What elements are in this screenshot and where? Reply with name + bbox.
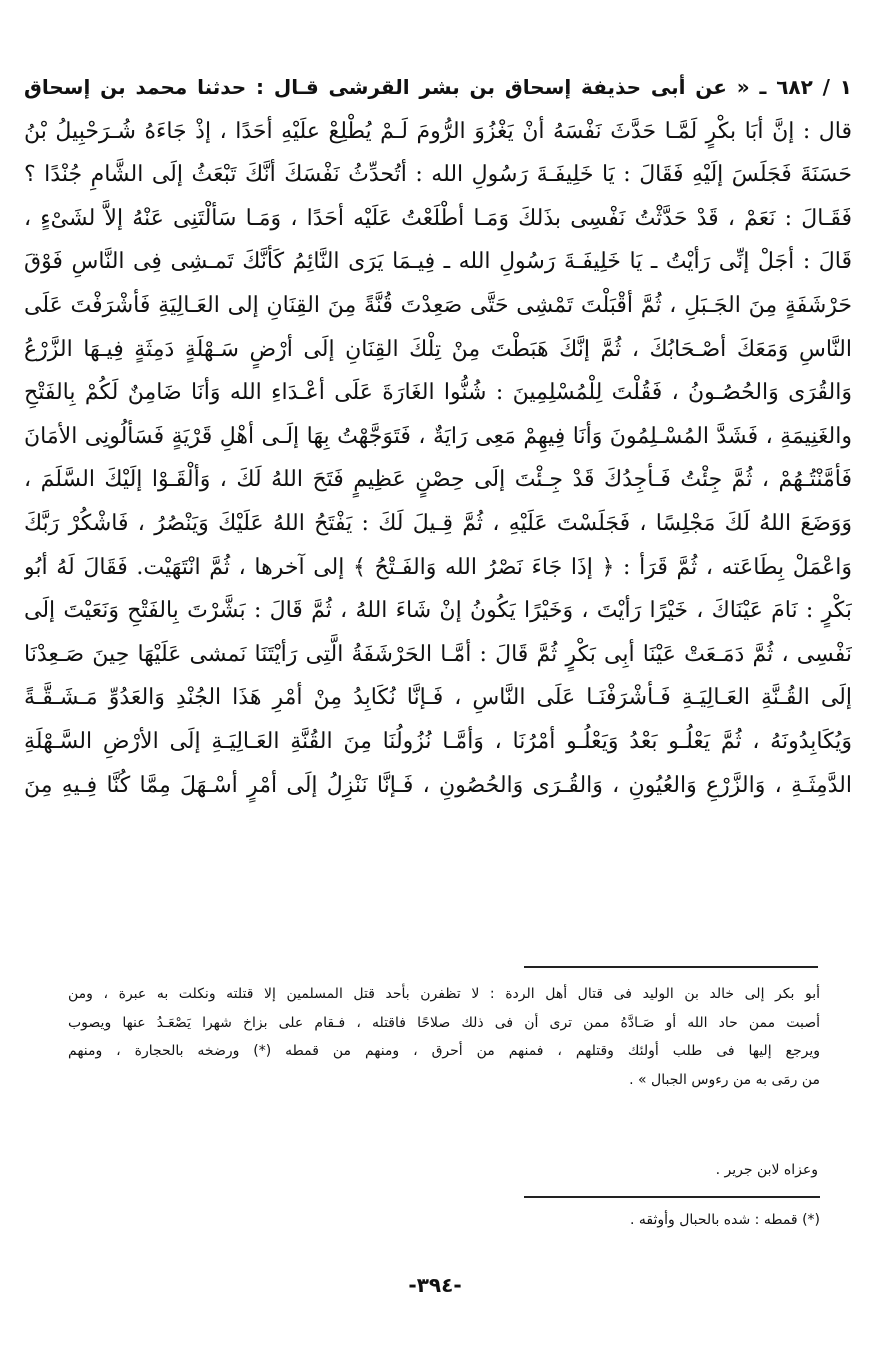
glossary-note: (*) قمطه : شده بالحبال وأوثقه . — [629, 1212, 820, 1228]
text-line-11: وَوَضَعَ اللهُ لَكَ مَجْلِسًا ، فَجَلَسْتَ عَلَيْهِ ، ثُمَّ قِـيلَ لَكَ : يَفْتَحُ اللهُ عَلَيْكَ وَيَنْصُرُ ، فَاشْكُرْ رَبَّكَ — [24, 510, 852, 536]
text-line-10: فَأمَّنْتُـهُمْ ، ثُمَّ جِئْتُ فَـأجِدُكَ قَدْ جِـئْتَ إلَى حِصْنٍ عَظِيمٍ فَتَحَ اللهُ لَكَ ، وَألْقَـوْا إلَيْكَ السَّلَمَ ، — [24, 467, 852, 493]
text-line-6: حَرْشَفَةٍ مِنَ الجَـبَلِ ، ثُمَّ أقْبَلْتَ تَمْشِى حَتَّى صَعِدْتَ قُنَّةً مِنَ القِنَانِ إلى العَـالِيَةِ فَأشْرَفْتَ عَلَى — [24, 292, 852, 318]
text-line-13: بَكْرٍ : نَامَ عَيْنَاكَ ، خَيْرًا رَأيْتَ ، وَخَيْرًا يَكُونُ إنْ شَاءَ اللهُ ، ثُمَّ قَالَ : بَشَّرْتَ بِالفَتْحِ وَنَعَيْتَ إلَى — [24, 598, 852, 624]
text-line-9: والغَنِيمَةِ ، فَشَدَّ المُسْـلِمُونَ وَأنَا فِيهِمْ مَعِى رَايَةٌ ، فَتَوَجَّهْتُ بِهَا إلَـى أهْلِ قَرْيَةٍ فَسَألُونِى الأمَانَ — [24, 423, 852, 449]
text-line-1: ١ / ٦٨٢ ـ « عن أبى حذيفة إسحاق بن بشر القرشى قـال : حدثنا محمد بن إسحاق — [24, 75, 852, 99]
note-divider — [524, 1196, 820, 1198]
text-line-8: وَالقُرَى وَالحُصُـونُ ، فَقُلْتَ لِلْمُسْلِمِينَ : شُنُّوا الغَارَةَ عَلَى أعْـدَاءِ الله وَأنَا ضَامِنٌ لَكُمْ بِالفَتْحِ — [24, 380, 852, 406]
footnote-attribution: وعزاه لابن جرير . — [715, 1162, 818, 1178]
footnote-line-4: من رمَى به من رءوس الجبال » . — [629, 1071, 820, 1088]
footnote-line-3: ويرجع إليها فى طلب أولئك وقتلهم ، فمنهم من أحرق ، ومنهم من قمطه (*) ورضخه بالحجارة ، ومنهم — [68, 1043, 820, 1060]
text-line-7: النَّاسِ وَمَعَكَ أصْـحَابُكَ ، ثُمَّ إنَّكَ هَبَطْتَ مِنْ تِلْكَ القِنَانِ إلَى أرْضٍ سَـهْلَةٍ دَمِثَةٍ فِيـهَا الزَّرْعُ — [24, 336, 852, 362]
footnote-divider — [524, 966, 818, 968]
page-number: -٣٩٤- — [408, 1273, 462, 1297]
footnote-line-1: أبو بكر إلى خالد بن الوليد فى قتال أهل الردة : لا تظفرن بأحد قتل المسلمين إلا قتلته ونكلت به عبرة ، ومن — [68, 986, 820, 1002]
footnote-line-2: أصبت ممن حاد الله أو صَـادَّهُ ممن ترى أن فى ذلك صلاحًا فاقتله ، فـقام على بزاخ شهرا يَصْعَـدُ عنها ويصوب — [68, 1014, 820, 1031]
main-text-block — [24, 66, 852, 807]
text-line-15: إلَى القُـنَّةِ العَـالِيَـةِ فَـأشْرَفْنَـا عَلَى النَّاسِ ، فَـإنَّا نُكَابِدُ مِنْ أمْرِ هَذَا الجُنْدِ وَالعَدُوِّ مَـشَـقَّـةً — [24, 685, 852, 711]
text-line-3: حَسَنَةَ فَجَلَسَ إلَيْهِ فَقَالَ : يَا خَلِيفَـةَ رَسُولِ الله : أتُحدِّثُ نَفْسَكَ أنَّكَ تَبْعَثُ إلَى الشَّامِ جُنْدًا ؟ — [24, 162, 852, 188]
footnote-block — [68, 980, 820, 1094]
text-line-12: وَاعْمَلْ بِطَاعَته ، ثُمَّ قَرَأ : ﴿ إذَا جَاءَ نَصْرُ الله وَالفَـتْحُ ﴾ إلى آخرها ، ثُمَّ انْتَهَيْت. فَقَالَ لَهُ أبُو — [24, 554, 852, 580]
text-line-17: الدَّمِثَـةِ ، وَالزَّرْعِ وَالعُيُونِ ، وَالقُـرَى وَالحُصُونِ ، فَـإنَّا نَنْزِلُ إلَى أمْرٍ أسْـهَلَ مِمَّا كُنَّا فِـيهِ مِنَ — [24, 772, 852, 798]
text-line-14: نَفْسِى ، ثُمَّ دَمَـعَتْ عَيْنَا أبِى بَكْرٍ ثُمَّ قَالَ : أمَّـا الحَرْشَفَةُ الَّتِى رَأيْتَنَا نَمشى عَلَيْهَا حِينَ صَـعِدْنَا — [24, 641, 852, 667]
text-line-4: فَقَـالَ : نَعَمْ ، قَدْ حَدَّثْتُ نَفْسِى بذَلكَ وَمَـا أطْلَعْتُ عَلَيْه أحَدًا ، وَمَـا سَألْتَنِى عَنْهُ إلاَّ لشَىْءٍ ، — [24, 205, 852, 231]
text-line-2: قال : إنَّ أبَا بكْرٍ لَمَّـا حَدَّثَ نَفْسَهُ أنْ يَغْزُوَ الرُّومَ لَـمْ يُطْلِعْ علَيْهِ أحَدًا ، إذْ جَاءَهُ شُـرَحْبِيلُ بْنُ — [24, 118, 852, 144]
text-line-16: وَيُكَابِدُونَهُ ، ثُمَّ يَعْلُـو بَعْدُ وَيَعْلُـو أمْرُنَا ، وَأمَّـا نُزُولُنَا مِنَ القُنَّةِ العَـالِيَـةِ إلَى الأرْضِ السَّـهْلَةِ — [24, 728, 852, 754]
text-line-5: قَالَ : أجَلْ إنِّى رَأيْتُ ـ يَا خَلِيفَـةَ رَسُولِ الله ـ فِيـمَا يَرَى النَّائِمُ كَأنَّكَ تَمـشِى فِى النَّاسِ فَوْقَ — [24, 249, 852, 275]
